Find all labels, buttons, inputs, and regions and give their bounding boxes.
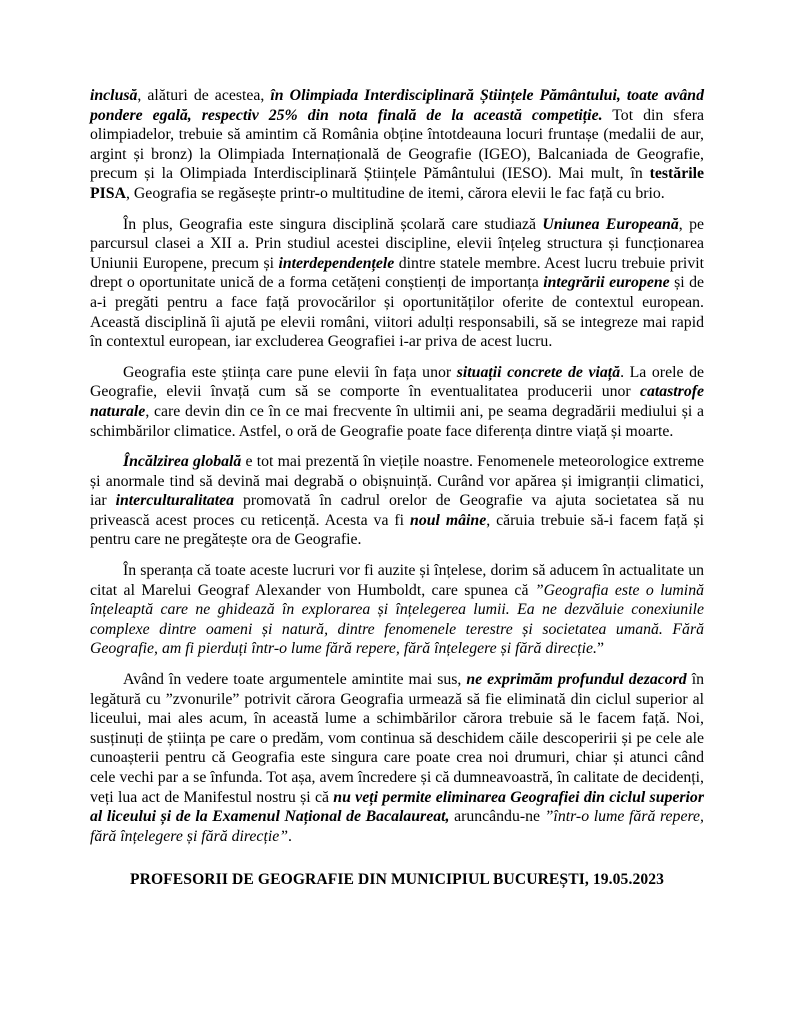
text-run: catastrofe naturale [90,383,704,420]
paragraph [90,215,704,352]
text-run: e tot mai prezentă în viețile noastre. Fenomenele meteorologice extreme și anormale tind să devină mai degrabă o obișnuință. Curând vor apărea și imigranții climatici, iar [90,453,704,510]
text-run: ” [597,640,605,658]
text-run: ne exprimăm profundul dezacord [466,671,687,689]
text-run: testările PISA [90,165,704,202]
paragraph [90,86,704,204]
signature-line: PROFESORII DE GEOGRAFIE DIN MUNICIPIUL BUCUREȘTI, 19.05.2023 [129,871,665,889]
text-run: , care devin din ce în ce mai frecvente în ultimii ani, pe seama degradării mediului și a schimbărilor climatice. Astfel, o oră de Geografie poate face diferența dintre viață și moarte. [90,402,704,440]
text-run: ”într-o lume fără repere, fără înțelegere și fără direcție” [90,808,704,845]
text-run: nu veți permite eliminarea Geografiei din ciclul superior al liceului și de la Examenul Național de Bacalaureat, [90,788,704,826]
text-run: inclusă [90,87,138,104]
text-run: . La orele de Geografie, elevii învață cum să se comporte în eventualitatea producerii unor [90,363,704,401]
document-body [90,86,704,846]
paragraph [90,452,704,550]
paragraph [90,561,704,659]
text-run: Având în vedere toate argumentele amintite mai sus, [123,671,467,689]
text-run: în Olimpiada Interdisciplinară Științele Pământului, toate având pondere egală, respectiv 25% din nota finală de la această competiție. [90,87,704,124]
text-run: Tot din sfera olimpiadelor, trebuie să amintim că România obține întotdeauna locuri fruntașe (medalii de aur, argint și bronz) la Olimpiada Internațională de Geografie (IGEO), Balcaniada de Geografie, precum și la Olimpiada Interdisciplinară Științele Pământului (IESO). Mai mult, în [90,106,704,183]
text-run: Încălzirea globală [123,453,242,471]
text-run: în legătură cu ”zvonurile” potrivit cărora Geografia urmează să fie eliminată din ciclul superior al liceului, mai ales acum, în această lume a schimbărilor cărora trebuie să le facem față. Noi, susținuți de știința pe care o predăm, vom continua să deschidem căile descoperirii și pe cele ale cunoașterii pentru că Geografia este singura care poate crea noi drumuri, chiar și atunci când cele vechi par a se înfunda. Tot așa, avem încredere și că dumneavoastră, în calitate de decidenți, veți lua act de Manifestul nostru și că [90,671,704,806]
paragraph [90,670,704,846]
text-run: , Geografia se regăsește printr-o multitudine de itemi, cărora elevii le fac față cu brio. [126,184,665,202]
text-run: dintre statele membre. Acest lucru trebuie privit drept o oportunitate unică de a forma cetățeni conștienți de importanța [90,254,704,292]
text-run: promovată în cadrul orelor de Geografie va ajuta societatea să nu privească acest proces cu reticență. Acesta va fi [90,492,704,529]
text-run: , pe parcursul clasei a XII a. Prin studiul acestei discipline, elevii înțeleg structura și funcționarea Uniunii Europene, precum și [90,215,705,272]
text-run: integrării europene [543,274,670,292]
paragraph [90,363,704,441]
text-run: aruncându-ne [449,808,545,826]
text-run: Uniunea Europeană [542,215,679,233]
text-run: , căruia trebuie să-i facem față și pentru care ne pregătește ora de Geografie. [90,511,704,549]
text-run: Geografia este știința care pune elevii în fața unor [123,363,457,381]
text-run: situații concrete de viață [456,363,621,381]
text-run: , alături de acestea, [137,87,271,104]
text-run: interdependențele [278,254,395,272]
text-run: ”Geografia este o lumină înțeleaptă care ne ghidează în explorarea și înțelegerea lumii. Ea ne dezvăluie conexiunile complexe dintre oameni și natură, dintre fenomenele terestre și societatea umană. Fără Geografie, am fi pierduți într-o lume fără repere, fără înțelegere și fără direcție. [90,581,704,658]
text-run: . [288,827,292,845]
text-run: În plus, Geografia este singura disciplină școlară care studiază [123,215,543,233]
text-run: interculturalitatea [115,492,235,510]
text-run: În speranța că toate aceste lucruri vor fi auzite și înțelese, dorim să aducem în actualitate un citat al Marelui Geograf Alexander von Humboldt, care spunea că [90,562,704,599]
text-run: și de a-i pregăti pentru a face față provocărilor și oportunităților oferite de contextul european. Această disciplină îi ajută pe elevii români, viitori adulți responsabili, să se integreze mai rapid în contextul european, iar excluderea Geografiei i-ar priva de acest lucru. [90,274,704,351]
text-run: noul mâine [410,511,487,529]
